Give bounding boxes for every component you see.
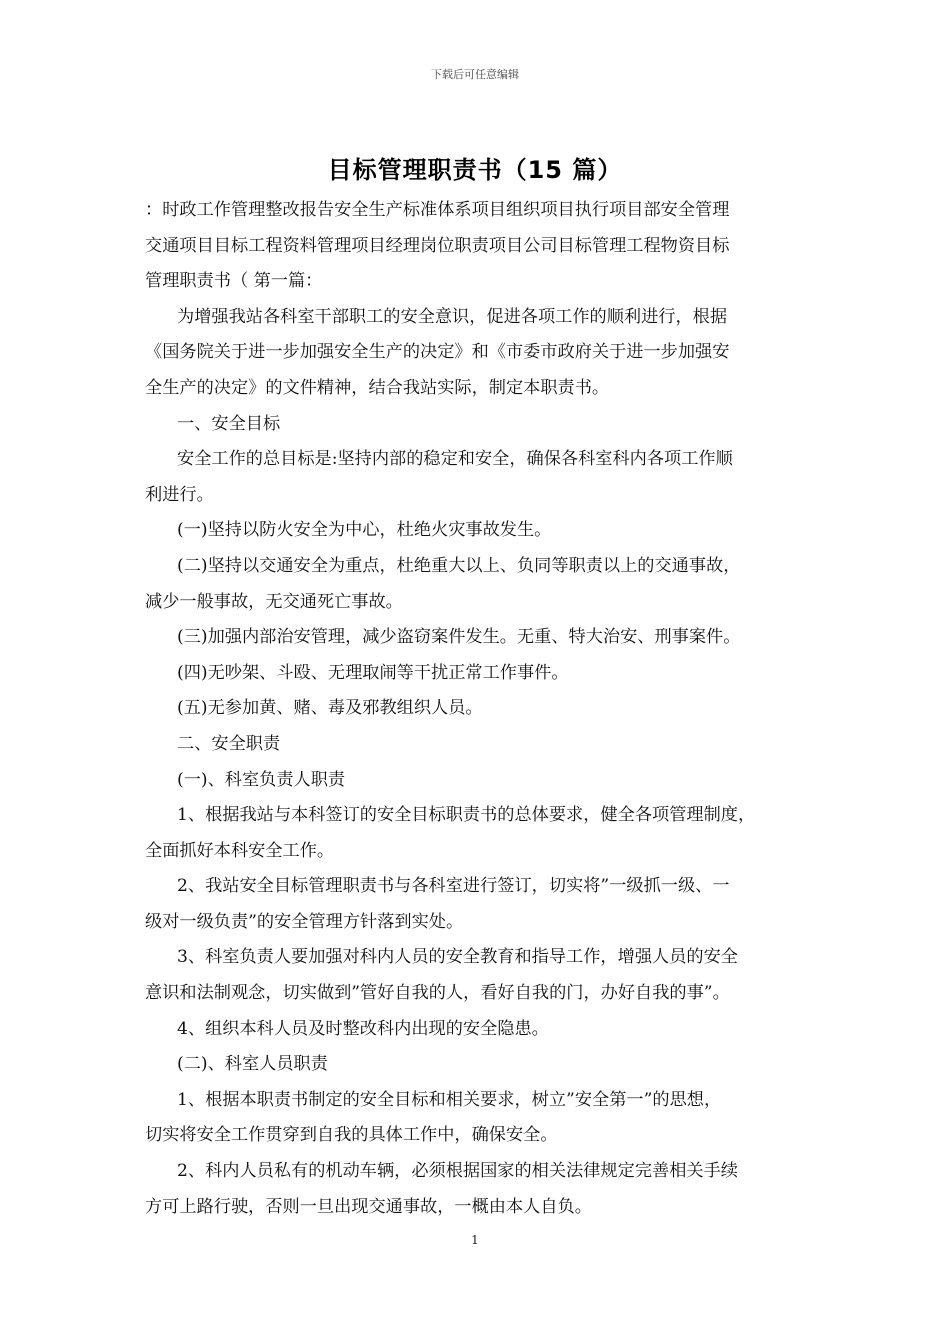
paragraph-line: ：时政工作管理整改报告安全生产标准体系项目组织项目执行项目部安全管理 [145, 200, 730, 220]
paragraph-line: 全面抓好本科安全工作。 [145, 840, 335, 861]
paragraph-line: 利进行。 [145, 484, 214, 505]
paragraph-line: 级对一级负责”的安全管理方针落到实处。 [145, 911, 464, 932]
paragraph-line: 为增强我站各科室干部职工的安全意识，促进各项工作的顺利进行，根据 [177, 306, 728, 327]
paragraph-line: 减少一般事故，无交通死亡事故。 [145, 591, 403, 612]
section-heading: 二、安全职责 [177, 733, 281, 754]
list-item: (一)坚持以防火安全为中心，杜绝火灾事故发生。 [177, 520, 552, 541]
list-item: 1、根据我站与本科签订的安全目标职责书的总体要求，健全各项管理制度， [177, 805, 756, 826]
list-item: 2、科内人员私有的机动车辆，必须根据国家的相关法律规定完善相关手续 [177, 1161, 738, 1182]
list-item: (二)坚持以交通安全为重点，杜绝重大以上、负同等职责以上的交通事故， [177, 555, 741, 576]
list-item: 2、我站安全目标管理职责书与各科室进行签订，切实将”一级抓一级、一 [177, 876, 730, 897]
paragraph-line: 切实将安全工作贯穿到自我的具体工作中，确保安全。 [145, 1125, 558, 1146]
paragraph-line: 全生产的决定》的文件精神，结合我站实际，制定本职责书。 [145, 377, 610, 398]
page-number: 1 [471, 1233, 479, 1247]
paragraph-line: 交通项目目标工程资料管理项目经理岗位职责项目公司目标管理工程物资目标 [145, 235, 730, 256]
paragraph-line: 管理职责书（ 第一篇： [145, 271, 323, 292]
list-item: (五)无参加黄、赌、毒及邪教组织人员。 [177, 698, 483, 719]
list-item: 4、组织本科人员及时整改科内出现的安全隐患。 [177, 1018, 549, 1039]
subsection-heading: (一)、科室负责人职责 [177, 769, 346, 790]
header-note: 下载后可任意编辑 [431, 68, 519, 81]
paragraph-line: 《国务院关于进一步加强安全生产的决定》和《市委市政府关于进一步加强安 [145, 342, 730, 363]
paragraph-line: 安全工作的总目标是:坚持内部的稳定和安全，确保各科室科内各项工作顺 [177, 449, 733, 470]
subsection-heading: (二)、科室人员职责 [177, 1054, 328, 1075]
list-item: (四)无吵架、斗殴、无理取闹等干扰正常工作事件。 [177, 662, 569, 683]
paragraph-line: 方可上路行驶，否则一旦出现交通事故，一概由本人自负。 [145, 1196, 592, 1217]
list-item: (三)加强内部治安管理，减少盗窃案件发生。无重、特大治安、刑事案件。 [177, 627, 741, 648]
list-item: 3、科室负责人要加强对科内人员的安全教育和指导工作，增强人员的安全 [177, 947, 738, 968]
paragraph-line: 意识和法制观念，切实做到”管好自我的人，看好自我的门，办好自我的事”。 [145, 983, 730, 1004]
section-heading: 一、安全目标 [177, 413, 281, 434]
document-body [145, 193, 825, 1225]
document-title: 目标管理职责书（15 篇） [327, 156, 623, 184]
list-item: 1、根据本职责书制定的安全目标和相关要求，树立”安全第一”的思想， [177, 1089, 722, 1110]
